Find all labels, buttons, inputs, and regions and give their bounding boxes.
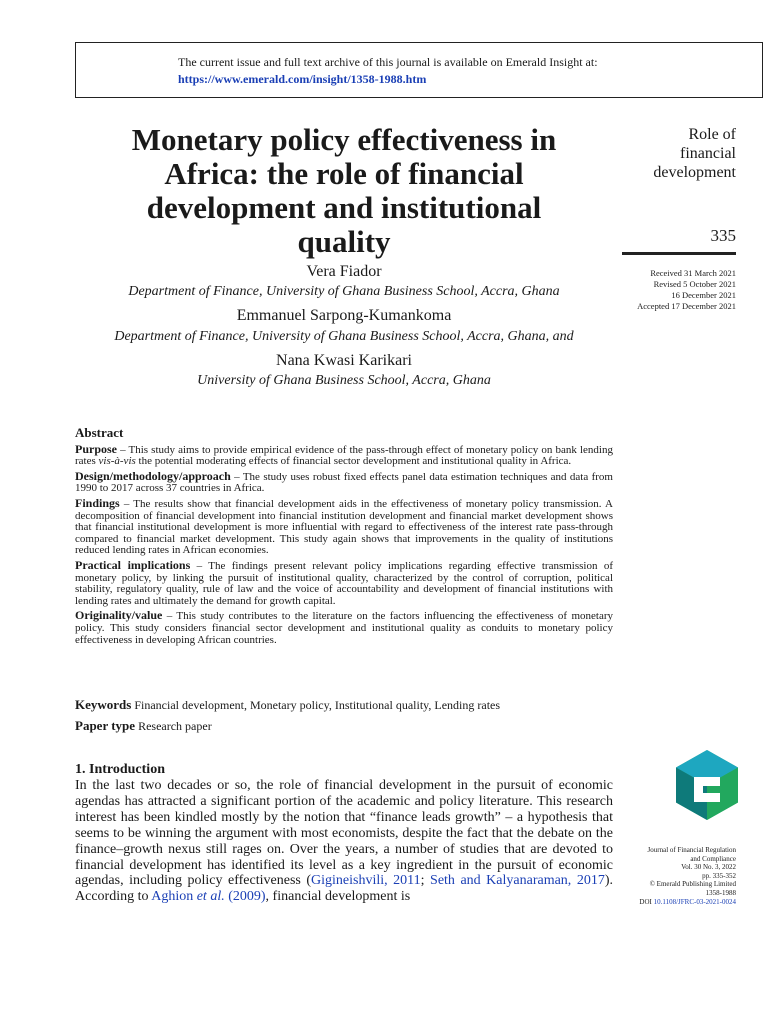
author-affiliation: University of Ghana Business School, Accra, Ghana (197, 373, 491, 388)
archive-banner (75, 42, 763, 98)
journal-pages: pp. 335-352 (702, 871, 736, 880)
date-revised: Revised 5 October 2021 (653, 279, 736, 289)
author-name: Vera Fiador (306, 263, 382, 280)
abstract-design: Design/methodology/approach – The study uses robust fixed effects panel data estimation techniques and data from 1990 to 2017 across 37 countries in Africa. (75, 468, 613, 495)
archive-notice: The current issue and full text archive of this journal is available on Emerald Insight at: (178, 55, 598, 69)
date-revised-2: 16 December 2021 (671, 290, 736, 300)
abstract (75, 427, 613, 649)
doi-link[interactable]: 10.1108/JFRC-03-2021-0024 (653, 897, 736, 906)
author-name: Emmanuel Sarpong-Kumankoma (236, 307, 452, 324)
author-affiliation: Department of Finance, University of Ghana Business School, Accra, Ghana (128, 284, 560, 299)
issn: 1358-1988 (705, 888, 736, 897)
section-heading: 1. Introduction (75, 762, 165, 777)
article-title (75, 123, 613, 259)
abstract-heading: Abstract (75, 425, 124, 440)
abstract-findings: Findings – The results show that financial development aids in the effectiveness of monetary policy transmission. A decomposition of financial development into financial institution development and financial market development shows that financial institutional development is more influential with regard to effectiveness of the interest rate pass-through compared to financial market development. This study again shows that improvements in the quality of institutions reduced lending rates in African economies. (75, 495, 613, 557)
author-name: Nana Kwasi Karikari (276, 352, 412, 369)
abstract-purpose: Purpose – This study aims to provide empirical evidence of the pass-through effect of monetary policy on bank lending rates vis-à-vis the potential moderating effects of financial sector development and institutional quality in Africa. (75, 441, 613, 468)
journal-volume: Vol. 30 No. 3, 2022 (681, 863, 736, 872)
abstract-practical-implications: Practical implications – The findings present relevant policy implications regarding effective transmission of monetary policy, by linking the pursuit of institutional quality, characterized by the control of corruption, political stability, regulatory quality, rule of law and the voice of accountability and development of financial institutions with lending rates and ultimately the demand for growth capital. (75, 557, 613, 607)
title-line: quality (297, 224, 391, 259)
copyright: © Emerald Publishing Limited (649, 880, 736, 889)
page-number: 335 (710, 226, 736, 245)
journal-name: Journal of Financial Regulation (647, 846, 736, 854)
citation-link[interactable]: Seth and Kalyanaraman, 2017 (430, 873, 605, 889)
title-line: development and institutional (146, 190, 542, 225)
archive-url-link[interactable]: https://www.emerald.com/insight/1358-1988.htm (178, 72, 427, 86)
keywords: Keywords Financial development, Monetary policy, Institutional quality, Lending rates (75, 697, 501, 712)
introduction-text: In the last two decades or so, the role of financial development in the pursuit of economic agendas has attracted a significant portion of the academic and policy literature. This research interest has been kindled mostly by the notion that “finance leads growth” – a hypothesis that seems to be winning the argument with most economists, despite the fact that the debate on the finance–growth nexus still rages on. Over the years, a number of studies that are devoted to financial development has identified its level as a key ingredient in the pursuit of economic agendas, including policy effectiveness (Gigineishvili, 2011; Seth and Kalyanaraman, 2017). According to Aghion et al. (2009), financial development is (75, 778, 613, 905)
abstract-originality: Originality/value – This study contributes to the literature on the factors influencing the effectiveness of monetary policy. This study considers financial sector development and institutional quality as conduits to monetary policy effectiveness in developing African countries. (75, 608, 613, 646)
author-affiliation: Department of Finance, University of Ghana Business School, Accra, Ghana, and (114, 329, 574, 344)
emerald-publishing-logo (676, 750, 738, 820)
citation-link[interactable]: Aghion et al. (2009) (151, 889, 266, 905)
journal-name-2: and Compliance (690, 854, 736, 863)
margin-rule (622, 252, 736, 255)
title-line: Africa: the role of financial (164, 156, 524, 191)
date-accepted: Accepted 17 December 2021 (637, 301, 736, 311)
doi: DOI 10.1108/JFRC-03-2021-0024 (639, 897, 736, 906)
title-line: Monetary policy effectiveness in (131, 122, 557, 157)
running-title: Role of financial development (653, 126, 736, 181)
journal-info (612, 846, 736, 906)
citation-link[interactable]: Gigineishvili, 2011 (311, 873, 421, 889)
date-received: Received 31 March 2021 (650, 268, 736, 278)
submission-dates (612, 268, 736, 312)
paper-type: Paper type Research paper (75, 718, 212, 733)
